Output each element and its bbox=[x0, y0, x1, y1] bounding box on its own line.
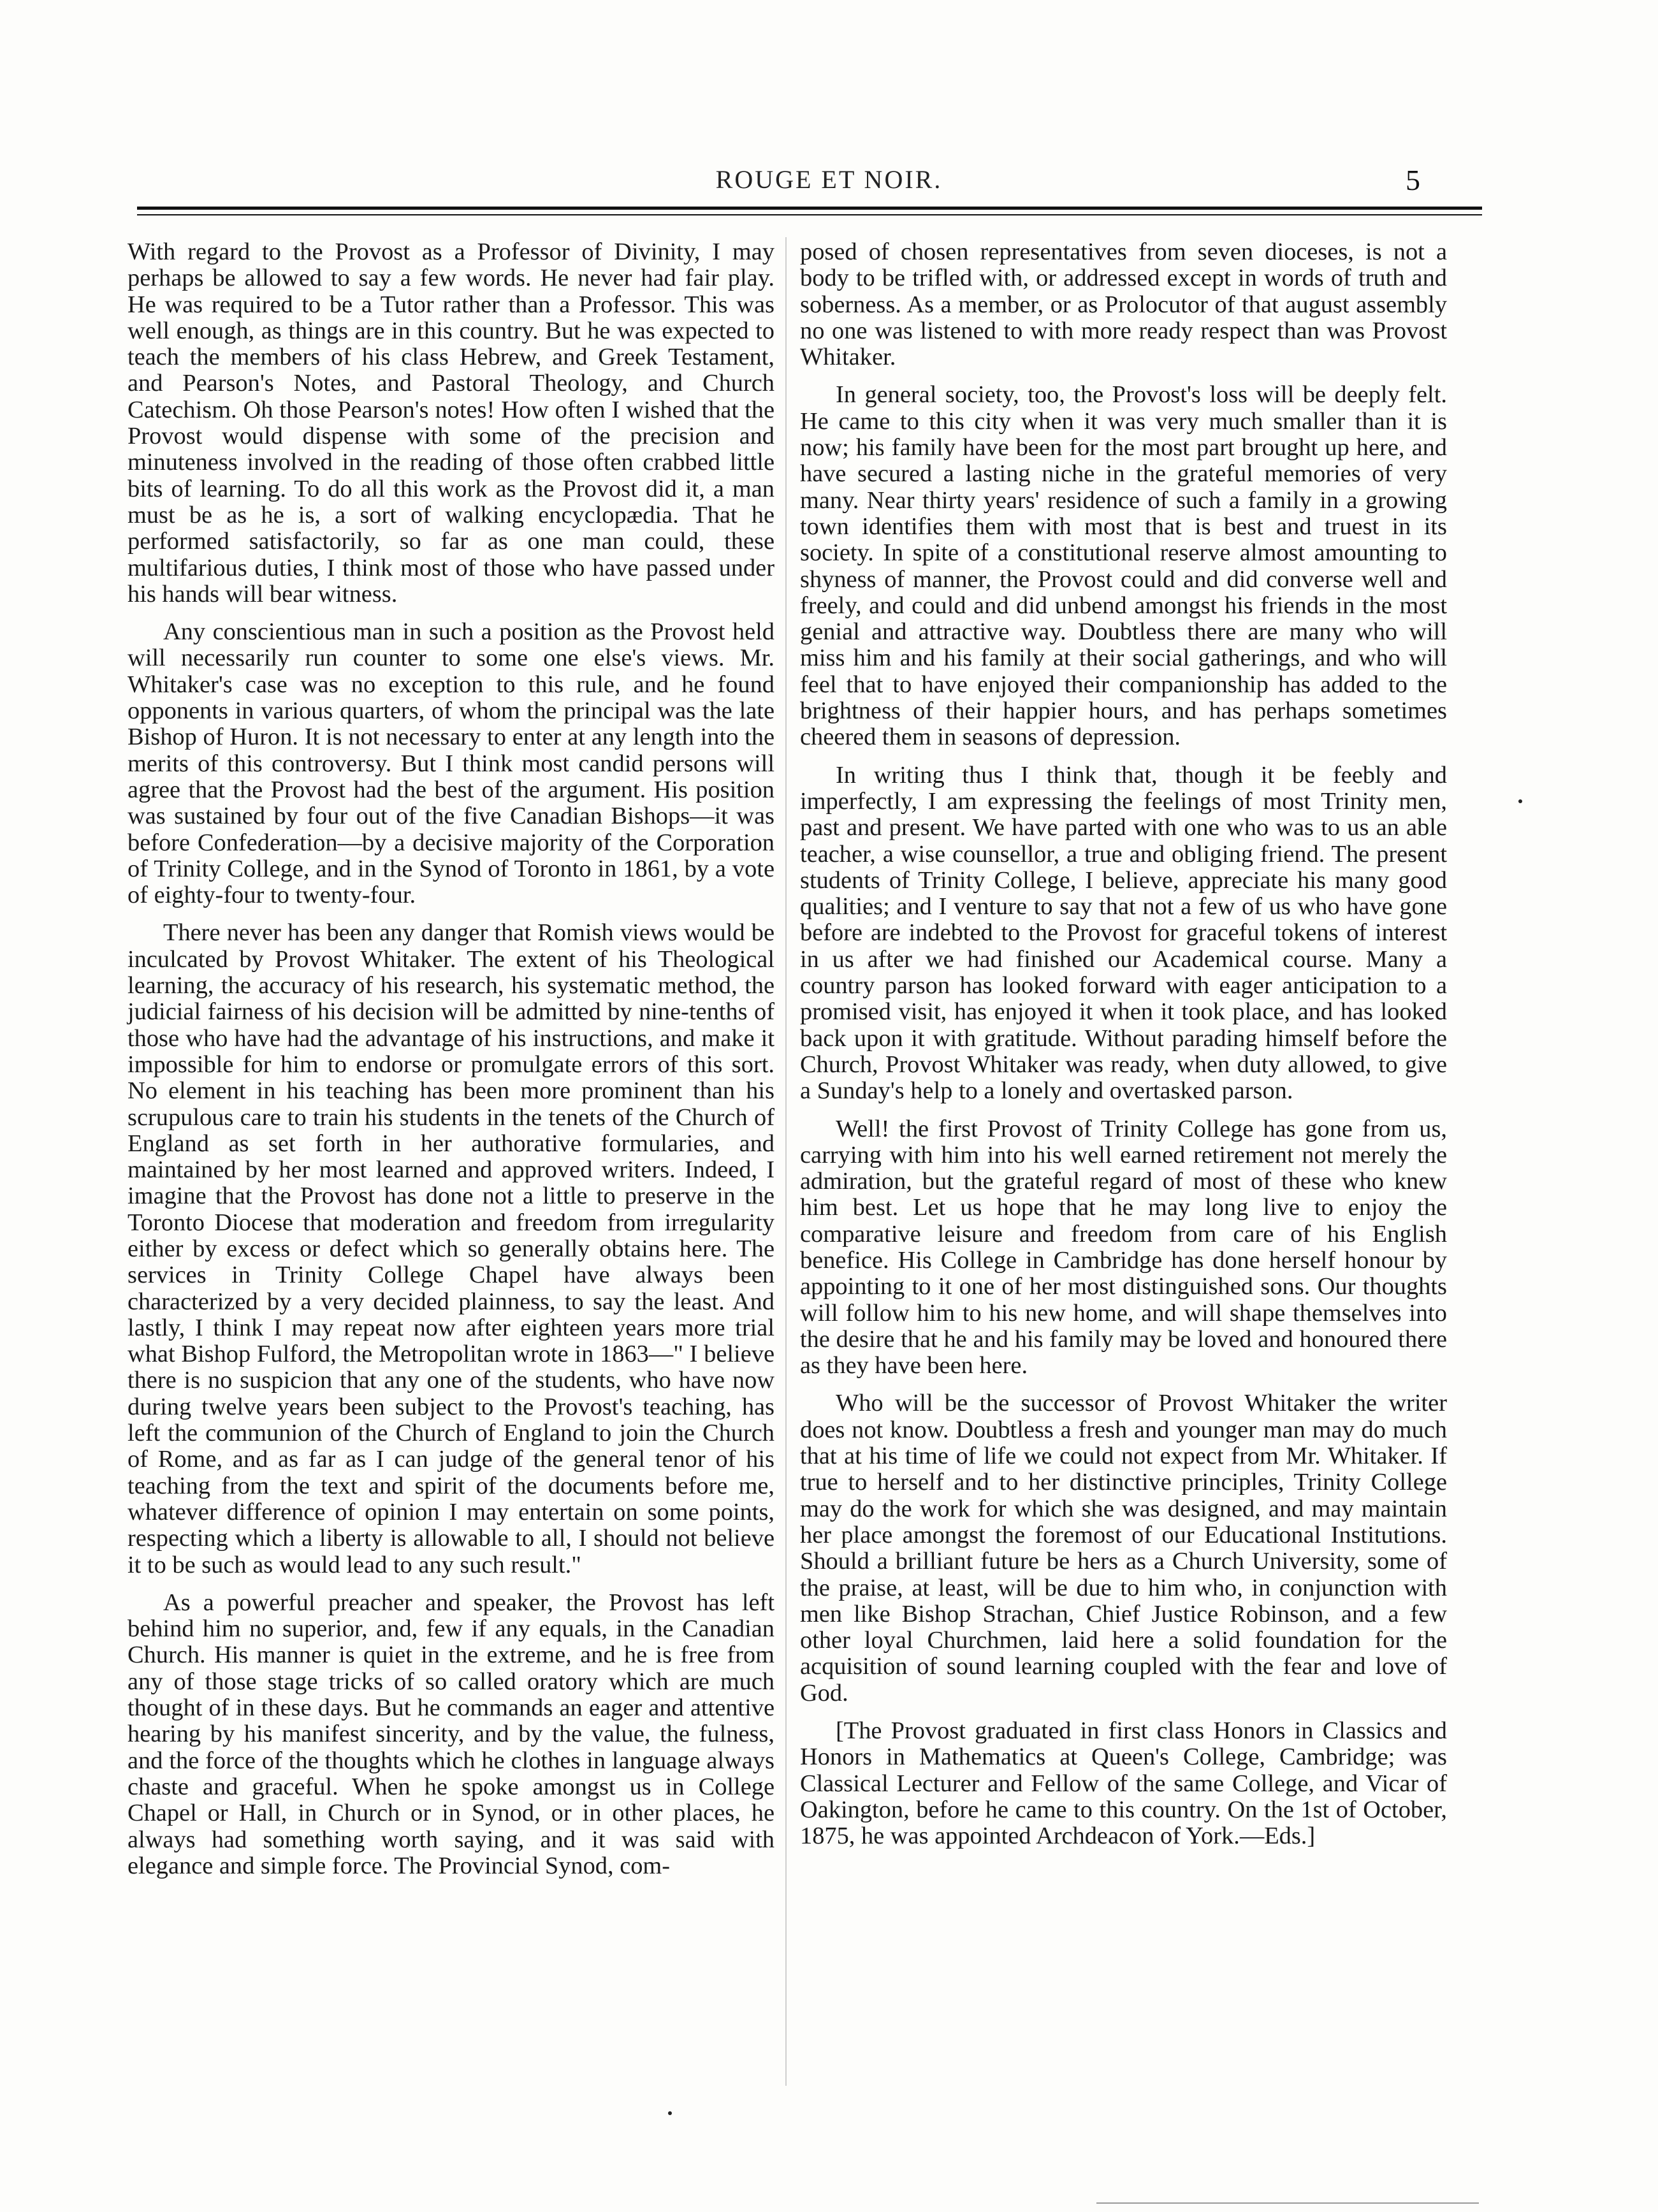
paragraph: With regard to the Provost as a Professor of Divinity, I may perhaps be allowed to say a few words. He never had fair play. He was required to be a Tutor rather than a Professor. This was well enough, as things are in this country. But he was expected to teach the members of his class Hebrew, and Greek Testament, and Pearson's Notes, and Pastoral Theology, and Church Catechism. Oh those Pearson's notes! How often I wished that the Provost would dispense with some of the precision and minuteness involved in the reading of those often crabbed little bits of learning. To do all this work as the Provost did it, a man must be as he is, a sort of walking encyclopædia. That he performed satisfactorily, so far as one man could, these multifarious duties, I think most of those who have passed under his hands will bear witness. bbox=[127, 238, 774, 608]
paragraph: There never has been any danger that Romish views would be inculcated by Provost Whitaker. The extent of his Theological learning, the accuracy of his research, his systematic method, the judicial fairness of his decision will be admitted by nine-tenths of those who have had the advantage of his instructions, and make it impossible for him to endorse or promulgate errors of this sort. No element in his teaching has been more prominent than his scrupulous care to train his students in the tenets of the Church of England as set forth in her authorative formularies, and maintained by her most learned and approved writers. Indeed, I imagine that the Provost has done not a little to preserve in the Toronto Diocese that moderation and freedom from irregularity either by excess or defect which so generally obtains here. The services in Trinity College Chapel have always been characterized by a very decided plainness, to say the least. And lastly, I think I may repeat now after eighteen years more trial what Bishop Fulford, the Metropolitan wrote in 1863—" I believe there is no suspicion that any one of the students, who have now during twelve years been subject to the Provost's teaching, has left the communion of the Church of England to join the Church of Rome, and as far as I can judge of the general tenor of his teaching from the text and spirit of the documents before me, whatever difference of opinion I may entertain on some points, respecting which a liberty is allowable to all, I should not believe it to be such as would lead to any such result." bbox=[127, 919, 774, 1578]
scan-speck bbox=[668, 2111, 672, 2115]
header-rule-thin bbox=[137, 214, 1482, 215]
paragraph: In general society, too, the Provost's loss will be deeply felt. He came to this city when it was very much smaller than it is now; his family have been for the most part brought up here, and have secured a lasting niche in the grateful memories of very many. Near thirty years' residence of such a family in a growing town identifies them with most that is best and truest in its society. In spite of a constitutional reserve almost amounting to shyness of manner, the Provost could and did converse well and freely, and could and did unbend amongst his friends in the most genial and attractive way. Doubtless there are many who will miss him and his family at their social gatherings, and who will feel that to have enjoyed their companionship has added to the brightness of their happier hours, and has perhaps sometimes cheered them in seasons of depression. bbox=[800, 381, 1447, 751]
left-column bbox=[127, 239, 774, 1891]
paragraph: In writing thus I think that, though it be feebly and imperfectly, I am expressing the feelings of most Trinity men, past and present. We have parted with one who was to us an able teacher, a wise counsellor, a true and obliging friend. The present students of Trinity College, I believe, appreciate his many good qualities; and I venture to say that not a few of us who have gone before are indebted to the Provost for graceful tokens of interest in us after we had finished our Academical course. Many a country parson has looked forward with eager anticipation to a promised visit, has enjoyed it when it took place, and has looked back upon it with gratitude. Without parading himself before the Church, Provost Whitaker was ready, when duty allowed, to give a Sunday's help to a lonely and overtasked parson. bbox=[800, 761, 1447, 1105]
paragraph: As a powerful preacher and speaker, the Provost has left behind him no superior, and, few if any equals, in the Canadian Church. His manner is quiet in the extreme, and he is free from any of those stage tricks of so called oratory which are much thought of in these days. But he commands an eager and attentive hearing by his manifest sincerity, and by the value, the fulness, and the force of the thoughts which he clothes in language always chaste and graceful. When he spoke amongst us in College Chapel or Hall, in Church or in Synod, or in other places, he always had something worth saying, and it was said with elegance and simple force. The Provincial Synod, com- bbox=[127, 1589, 774, 1879]
column-divider bbox=[785, 237, 787, 2086]
paragraph: Well! the first Provost of Trinity College has gone from us, carrying with him into his well earned retirement not merely the admiration, but the grateful regard of most of these who knew him best. Let us hope that he may long live to enjoy the comparative leisure and freedom from care of his English benefice. His College in Cambridge has done herself honour by appointing to it one of her most distinguished sons. Our thoughts will follow him to his new home, and will shape themselves into the desire that he and his family may be loved and honoured there as they have been here. bbox=[800, 1115, 1447, 1379]
paragraph: [The Provost graduated in first class Honors in Classics and Honors in Mathematics at Queen's College, Cambridge; was Classical Lecturer and Fellow of the same College, and Vicar of Oakington, before he came to this country. On the 1st of October, 1875, he was appointed Archdeacon of York.—Eds.] bbox=[800, 1717, 1447, 1850]
page-number: 5 bbox=[1406, 164, 1420, 196]
footer-rule bbox=[1096, 2202, 1479, 2204]
right-column bbox=[800, 239, 1447, 1861]
scan-speck bbox=[1518, 799, 1522, 803]
paragraph: posed of chosen representatives from seven dioceses, is not a body to be trifled with, or addressed except in words of truth and soberness. As a member, or as Prolocutor of that august assembly no one was listened to with more ready respect than was Provost Whitaker. bbox=[800, 238, 1447, 371]
paragraph: Who will be the successor of Provost Whitaker the writer does not know. Doubtless a fresh and younger man may do much that at his time of life we could not expect from Mr. Whitaker. If true to herself and to her distinctive principles, Trinity College may do the work for which she was designed, and may maintain her place amongst the foremost of our Educational Institutions. Should a brilliant future be hers as a Church University, some of the praise, at least, will be due to him who, in conjunction with men like Bishop Strachan, Chief Justice Robinson, and a few other loyal Churchmen, laid here a solid foundation for the acquisition of sound learning coupled with the fear and love of God. bbox=[800, 1390, 1447, 1706]
paragraph: Any conscientious man in such a position as the Provost held will necessarily run counter to some one else's views. Mr. Whitaker's case was no exception to this rule, and he found opponents in various quarters, of whom the principal was the late Bishop of Huron. It is not necessary to enter at any length into the merits of this controversy. But I think most candid persons will agree that the Provost had the best of the argument. His position was sustained by four out of the five Canadian Bishops—it was before Confederation—by a decisive majority of the Corporation of Trinity College, and in the Synod of Toronto in 1861, by a vote of eighty-four to twenty-four. bbox=[127, 618, 774, 909]
running-header-title: ROUGE ET NOIR. bbox=[715, 165, 943, 194]
header-rule-thick bbox=[137, 207, 1482, 210]
